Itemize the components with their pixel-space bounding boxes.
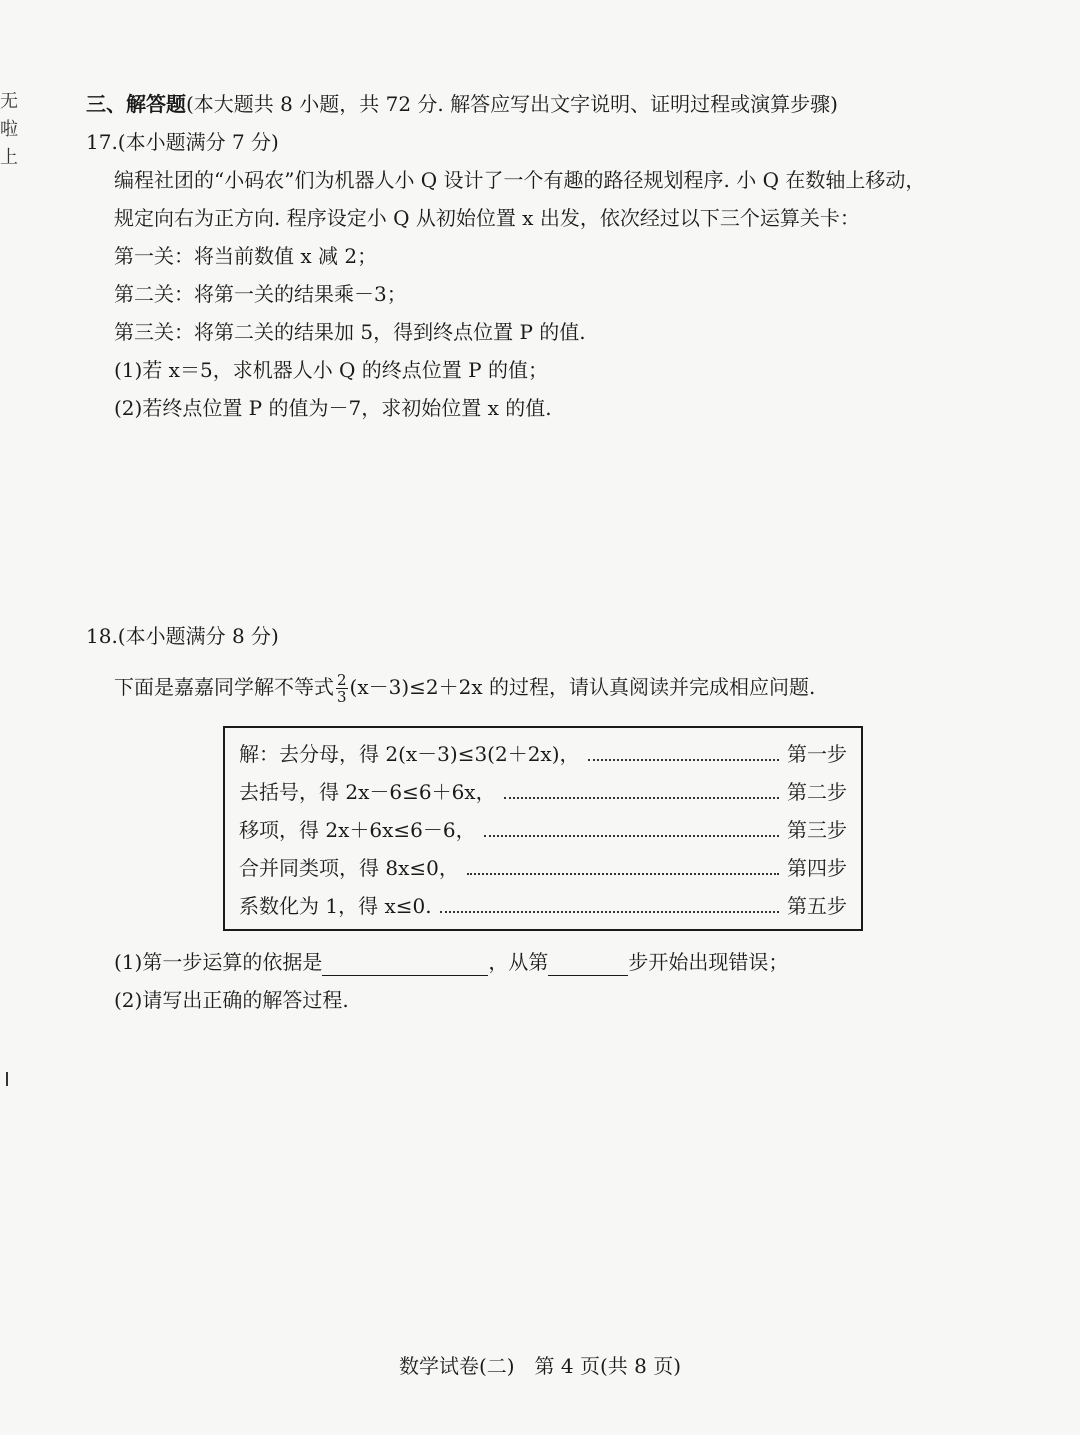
q17-stage-1: 第一关：将当前数值 x 减 2； bbox=[114, 244, 378, 268]
dot-leader bbox=[467, 873, 779, 875]
q18-intro-before: 下面是嘉嘉同学解不等式 bbox=[114, 675, 334, 699]
section-header bbox=[86, 90, 838, 118]
fraction-denominator: 3 bbox=[337, 688, 347, 706]
solution-row bbox=[239, 740, 847, 768]
dot-leader bbox=[504, 797, 779, 799]
q17-paragraph-2: 规定向右为正方向. 程序设定小 Q 从初始位置 x 出发，依次经过以下三个运算关卡： bbox=[114, 206, 860, 230]
dot-leader bbox=[484, 835, 779, 837]
answer-blank-step[interactable] bbox=[548, 953, 628, 976]
solution-step-label: 第五步 bbox=[787, 894, 847, 918]
solution-box bbox=[223, 726, 863, 931]
q18-intro bbox=[114, 670, 815, 705]
solution-row bbox=[239, 778, 847, 806]
solution-expression: 系数化为 1，得 x≤0. bbox=[239, 894, 432, 918]
margin-char: 无 bbox=[0, 91, 18, 112]
section-title: 三、解答题 bbox=[86, 92, 186, 116]
solution-expression: 合并同类项，得 8x≤0， bbox=[239, 856, 459, 880]
margin-char: 啦 bbox=[0, 119, 18, 140]
q18-subquestion-2: (2)请写出正确的解答过程. bbox=[114, 988, 349, 1012]
q18-sub1-text-b: ，从第 bbox=[488, 950, 549, 974]
binding-margin-marks bbox=[0, 88, 16, 172]
solution-expression: 解：去分母，得 2(x－3)≤3(2＋2x)， bbox=[239, 742, 580, 766]
q17-subquestion-2: (2)若终点位置 P 的值为－7，求初始位置 x 的值. bbox=[114, 396, 552, 420]
q18-intro-after: (x－3)≤2＋2x 的过程，请认真阅读并完成相应问题. bbox=[349, 675, 816, 699]
page-footer: 数学试卷(二) 第 4 页(共 8 页) bbox=[398, 1354, 682, 1378]
solution-step-label: 第三步 bbox=[787, 818, 847, 842]
dot-leader bbox=[588, 759, 779, 761]
dot-leader bbox=[440, 911, 779, 913]
fraction-numerator: 2 bbox=[337, 671, 347, 689]
solution-step-label: 第二步 bbox=[787, 780, 847, 804]
margin-tick bbox=[6, 1072, 8, 1086]
q17-stage-3: 第三关：将第二关的结果加 5，得到终点位置 P 的值. bbox=[114, 320, 586, 344]
section-note: (本大题共 8 小题，共 72 分. 解答应写出文字说明、证明过程或演算步骤) bbox=[186, 92, 838, 116]
fraction-two-thirds bbox=[336, 672, 348, 705]
answer-blank-basis[interactable] bbox=[322, 953, 488, 976]
q18-sub1-text-a: (1)第一步运算的依据是 bbox=[114, 950, 323, 974]
q17-header: 17.(本小题满分 7 分) bbox=[86, 130, 279, 154]
solution-expression: 去括号，得 2x－6≤6＋6x， bbox=[239, 780, 496, 804]
solution-step-label: 第一步 bbox=[787, 742, 847, 766]
solution-row bbox=[239, 816, 847, 844]
q18-header: 18.(本小题满分 8 分) bbox=[86, 624, 279, 648]
q17-subquestion-1: (1)若 x＝5，求机器人小 Q 的终点位置 P 的值； bbox=[114, 358, 548, 382]
q17-paragraph-1: 编程社团的“小码农”们为机器人小 Q 设计了一个有趣的路径规划程序. 小 Q 在数轴上移动， bbox=[114, 168, 926, 192]
q18-sub1-text-c: 步开始出现错误； bbox=[628, 950, 789, 974]
solution-step-label: 第四步 bbox=[787, 856, 847, 880]
q18-subquestion-1 bbox=[114, 948, 788, 976]
q17-stage-2: 第二关：将第一关的结果乘－3； bbox=[114, 282, 407, 306]
solution-row bbox=[239, 892, 847, 920]
solution-expression: 移项，得 2x＋6x≤6－6， bbox=[239, 818, 476, 842]
margin-char: 上 bbox=[0, 147, 18, 168]
solution-row bbox=[239, 854, 847, 882]
